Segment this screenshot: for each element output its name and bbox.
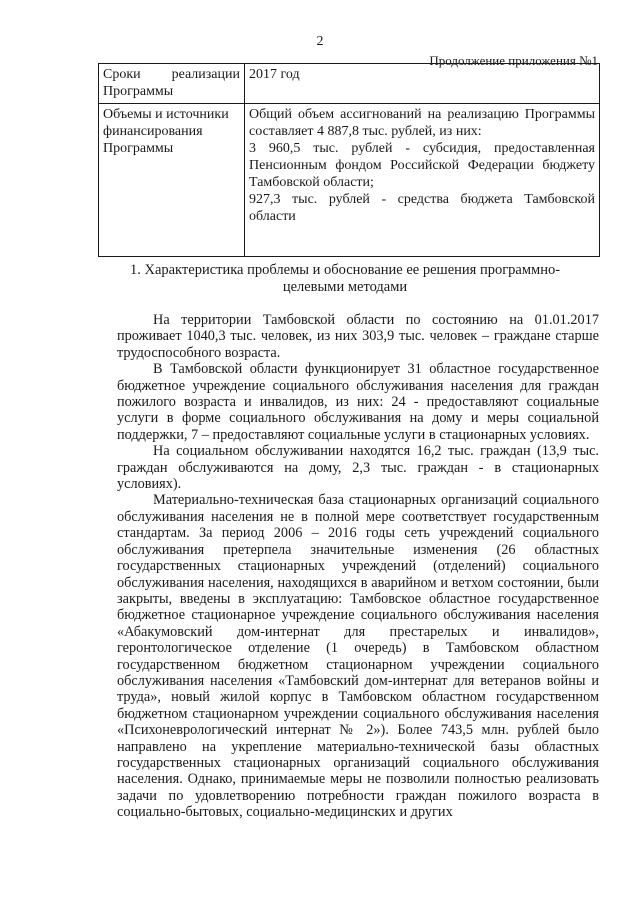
- row-value-line: 3 960,5 тыс. рублей - субсидия, предоставленная Пенсионным фондом Российской Федерации бюджету Тамбовской области;: [249, 141, 595, 190]
- row-label: Сроки реализации Программы: [99, 64, 245, 104]
- section-heading: 1. Характеристика проблемы и обоснование ее решения программно-целевыми методами: [129, 262, 561, 295]
- row-value-line: 2017 год: [249, 67, 300, 82]
- paragraph: Материально-техническая база стационарных организаций социального обслуживания населения не в полной мере соответствует государственным стандартам. За период 2006 – 2016 годы сеть учреждений социального обслуживания претерпела значительные изменения (26 областных государственных стационарных учреждений (отделений) социального обслуживания населения, находящихся в аварийном и ветхом состоянии, были закрыты, введены в эксплуатацию: Тамбовское областное государственное бюджетное стационарное учреждение социального обслуживания населения «Абакумовский дом-интернат для престарелых и инвалидов», геронтологическое отделение (1 очередь) в Тамбовском областном государственном бюджетном стационарном учреждении социального обслуживания населения «Тамбовский дом-интернат для ветеранов войны и труда», новый жилой корпус в Тамбовском областном государственном бюджетном стационарном учреждении социального обслуживания населения «Психоневрологический интернат № 2»). Более 743,5 млн. рублей было направлено на укрепление материально-технической базы областных государственных стационарных организаций социального обслуживания населения. Однако, принимаемые меры не позволили полностью реализовать задачи по удовлетворению потребности граждан пожилого возраста в социально-бытовых, социально-медицинских и других: [117, 492, 599, 821]
- table-row: [99, 104, 600, 257]
- body-text: [117, 312, 599, 821]
- row-value: [245, 104, 600, 257]
- program-passport-table: [98, 63, 600, 257]
- paragraph: На территории Тамбовской области по состоянию на 01.01.2017 проживает 1040,3 тыс. человек, из них 303,9 тыс. человек – граждане старше трудоспособного возраста.: [117, 312, 599, 361]
- page-number: 2: [316, 34, 324, 49]
- row-value-line: 927,3 тыс. рублей - средства бюджета Тамбовской области: [249, 192, 595, 224]
- continuation-label: Продолжение приложения №1: [429, 53, 598, 68]
- row-label: Объемы и источники финансирования Программы: [99, 104, 245, 257]
- row-value-line: Общий объем ассигнований на реализацию Программы составляет 4 887,8 тыс. рублей, из них:: [249, 107, 595, 139]
- table-row: [99, 64, 600, 104]
- paragraph: На социальном обслуживании находятся 16,2 тыс. граждан (13,9 тыс. граждан обслуживаются на дому, 2,3 тыс. граждан - в стационарных условиях).: [117, 443, 599, 493]
- paragraph: В Тамбовской области функционирует 31 областное государственное бюджетное учреждение социального обслуживания населения для граждан пожилого возраста и инвалидов, из них: 24 - предоставляют социальные услуги в форме социального обслуживания на дому и меры социальной поддержки, 7 – предоставляют социальные услуги в стационарных условиях.: [117, 361, 599, 443]
- row-value: [245, 64, 600, 104]
